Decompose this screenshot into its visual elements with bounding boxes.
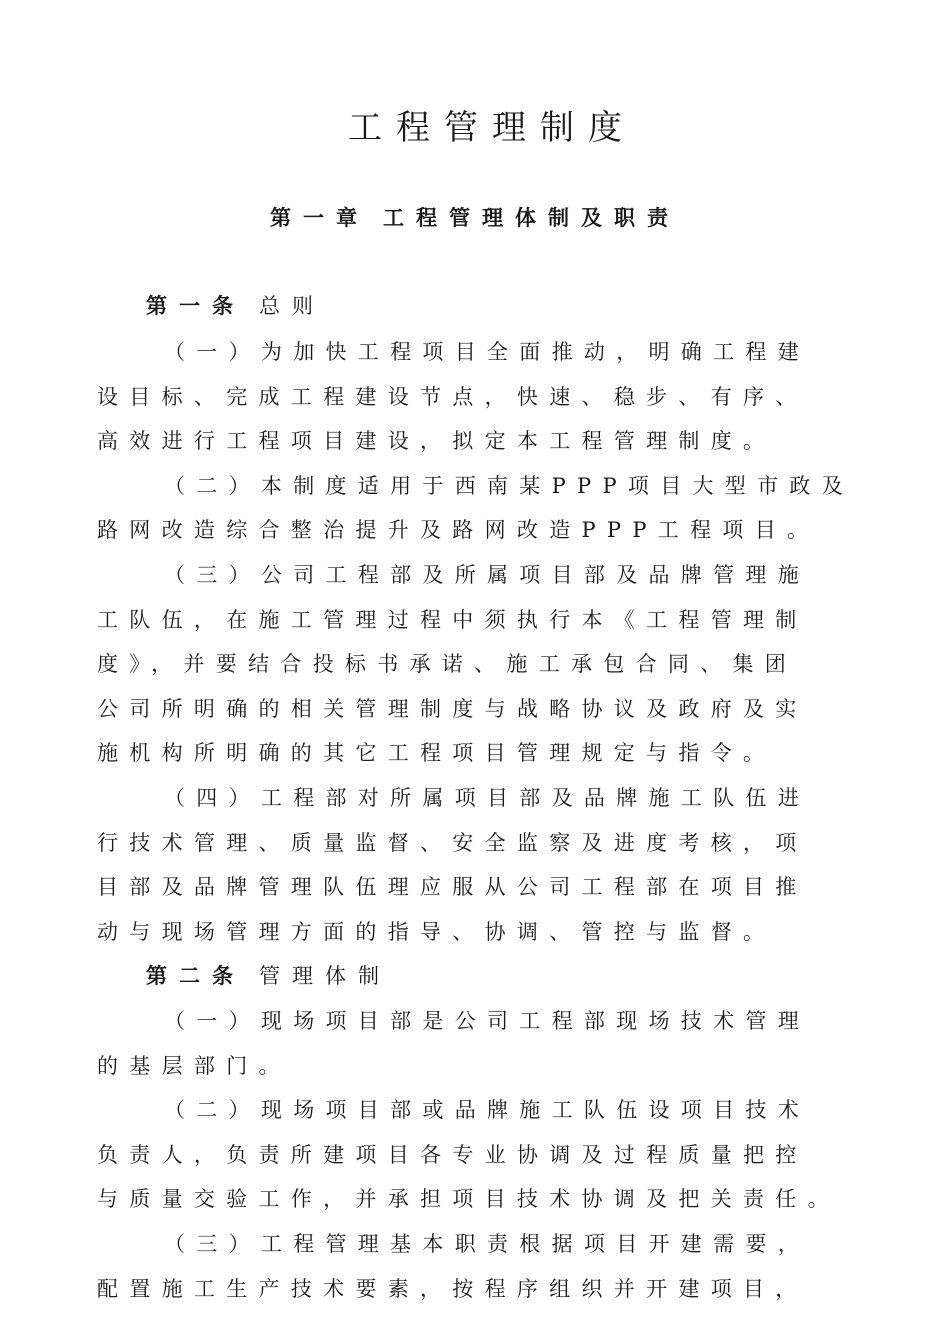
article-name: 总则 (259, 294, 325, 318)
article-name: 管理体制 (259, 964, 391, 988)
paragraph-line: （二）现场项目部或品牌施工队伍设项目技术 (164, 1098, 810, 1122)
article-heading (146, 961, 906, 991)
paragraph-line: 行技术管理、质量监督、安全监察及进度考核，项 (97, 831, 808, 855)
paragraph-line: （一）现场项目部是公司工程部现场技术管理 (164, 1009, 810, 1033)
article-number: 第一条 (146, 294, 245, 318)
paragraph-line: 设目标、完成工程建设节点，快速、稳步、有序、 (97, 385, 808, 409)
paragraph-line: 配置施工生产技术要素，按程序组织并开建项目， (97, 1277, 808, 1301)
chapter-heading (0, 203, 950, 233)
paragraph-line: 度》，并要结合投标书承诺、施工承包合同、集团 (97, 652, 798, 676)
paragraph-line: （一）为加快工程项目全面推动，明确工程建 (164, 340, 810, 364)
paragraph-line: 的基层部门。 (97, 1054, 291, 1078)
paragraph-line: 动与现场管理方面的指导、协调、管控与监督。 (97, 920, 776, 944)
article-number: 第二条 (146, 964, 245, 988)
paragraph-line: 负责人，负责所建项目各专业协调及过程质量把控 (97, 1143, 808, 1167)
paragraph-line: 目部及品牌管理队伍理应服从公司工程部在项目推 (97, 875, 808, 899)
paragraph-line: 与质量交验工作，并承担项目技术协调及把关责任。 (97, 1187, 840, 1211)
paragraph-line: （三）工程管理基本职责根据项目开建需要， (164, 1232, 810, 1256)
paragraph-line: （三）公司工程部及所属项目部及品牌管理施 (164, 563, 810, 587)
paragraph-line: 高效进行工程项目建设，拟定本工程管理制度。 (97, 429, 776, 453)
paragraph-line: 施机构所明确的其它工程项目管理规定与指令。 (97, 741, 776, 765)
document-title: 工程管理制度 (348, 108, 636, 148)
paragraph-line: （四）工程部对所属项目部及品牌施工队伍进 (164, 786, 810, 810)
paragraph-line: （二）本制度适用于西南某PPP项目大型市政及 (164, 474, 854, 498)
paragraph-line: 路网改造综合整治提升及路网改造PPP工程项目。 (97, 518, 820, 542)
chapter-title: 工程管理体制及职责 (383, 206, 680, 230)
paragraph-line: 公司所明确的相关管理制度与战略协议及政府及实 (97, 697, 808, 721)
chapter-number: 第一章 (270, 206, 369, 230)
article-heading (146, 291, 906, 321)
paragraph-line: 工队伍，在施工管理过程中须执行本《工程管理制 (97, 608, 808, 632)
